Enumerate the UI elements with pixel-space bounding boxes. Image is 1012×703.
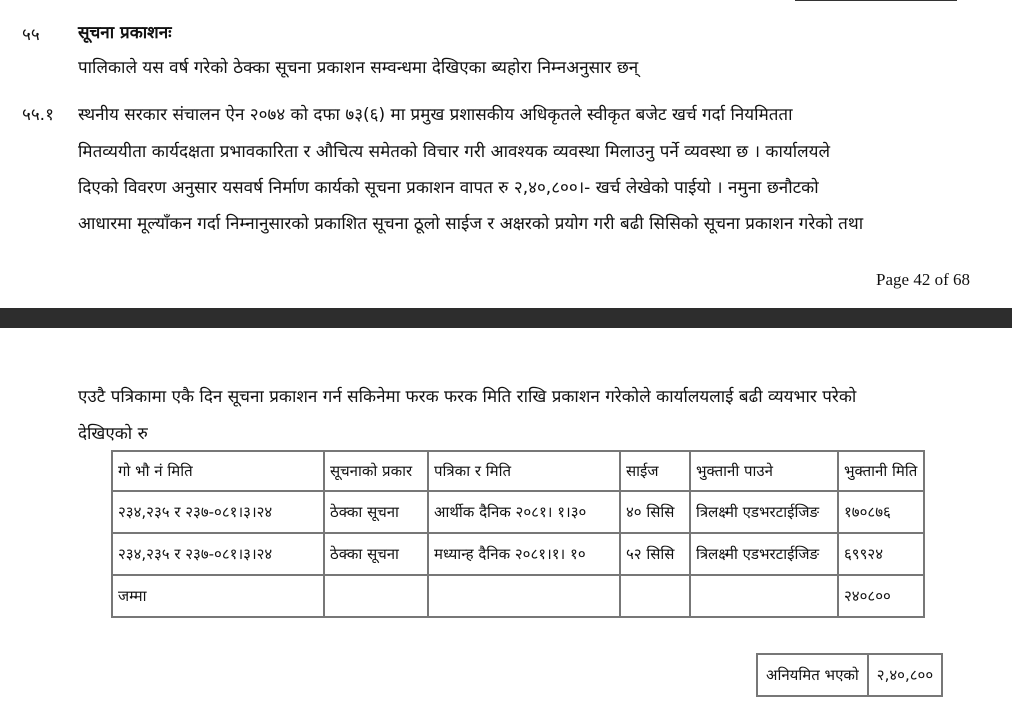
table-cell: ठेक्का सूचना [324,533,428,575]
table-cell: ६९९२४ [838,533,924,575]
paragraph-line: आधारमा मूल्याँकन गर्दा निम्नानुसारको प्रकाशित सूचना ठूलो साईज र अक्षरको प्रयोग गरी बढी सिसिको सूचना प्रकाशन गरेको तथा [78,214,864,234]
table-cell: मध्यान्ह दैनिक २०८१।१। १० [428,533,620,575]
table-total-row [112,575,924,617]
table-cell: त्रिलक्ष्मी एडभरटाईजिङ [690,491,838,533]
table-row [112,533,924,575]
section-number: ५५ [22,25,40,45]
table-cell: ५२ सिसि [620,533,690,575]
irregular-label: अनियमित भएको [757,654,868,696]
column-header: सूचनाको प्रकार [324,451,428,491]
column-header: भुक्तानी पाउने [690,451,838,491]
table-cell: २३४,२३५ र २३७-०८१।३।२४ [112,533,324,575]
table-cell: त्रिलक्ष्मी एडभरटाईजिङ [690,533,838,575]
irregular-value: २,४०,८०० [868,654,942,696]
table-cell: १७०८७६ [838,491,924,533]
continuation-line: एउटै पत्रिकामा एकै दिन सूचना प्रकाशन गर्न सकिनेमा फरक फरक मिति राखि प्रकाशन गरेकोले कार्यालयलाई बढी व्ययभार परेको [78,387,857,407]
publication-expense-table [111,450,925,618]
total-value: २४०८०० [838,575,924,617]
section-intro: पालिकाले यस वर्ष गरेको ठेक्का सूचना प्रकाशन सम्वन्धमा देखिएका ब्यहोरा निम्नअनुसार छन् [78,58,639,78]
table-cell [324,575,428,617]
table-cell: ठेक्का सूचना [324,491,428,533]
table-cell: ४० सिसि [620,491,690,533]
paragraph-line: दिएको विवरण अनुसार यसवर्ष निर्माण कार्यको सूचना प्रकाशन वापत रु २,४०,८००।- खर्च लेखेको पाईयो । नमुना छनौटको [78,178,819,198]
section-title: सूचना प्रकाशनः [78,23,172,43]
total-label: जम्मा [112,575,324,617]
page-number: Page 42 of 68 [876,270,970,289]
paragraph-line: मितव्ययीता कार्यदक्षता प्रभावकारिता र औचित्य समेतको विचार गरी आवश्यक व्यवस्था मिलाउनु पर्ने व्यवस्था छ । कार्यालयले [78,142,831,162]
table-cell: २३४,२३५ र २३७-०८१।३।२४ [112,491,324,533]
page-break-bar [0,308,1012,328]
table-row [112,491,924,533]
header-rule [795,0,957,1]
column-header: साईज [620,451,690,491]
column-header: पत्रिका र मिति [428,451,620,491]
irregular-row [757,654,942,696]
table-cell [428,575,620,617]
subsection-number: ५५.१ [22,105,54,125]
table-cell [690,575,838,617]
table-cell: आर्थीक दैनिक २०८१। १।३० [428,491,620,533]
paragraph-line: स्थनीय सरकार संचालन ऐन २०७४ को दफा ७३(६) मा प्रमुख प्रशासकीय अधिकृतले स्वीकृत बजेट खर्च गर्दा नियमितता [78,105,793,125]
table-header-row [112,451,924,491]
column-header: गो भौ नं मिति [112,451,324,491]
table-cell [620,575,690,617]
irregular-amount-box [756,653,943,697]
column-header: भुक्तानी मिति [838,451,924,491]
continuation-line: देखिएको रु [78,424,148,444]
